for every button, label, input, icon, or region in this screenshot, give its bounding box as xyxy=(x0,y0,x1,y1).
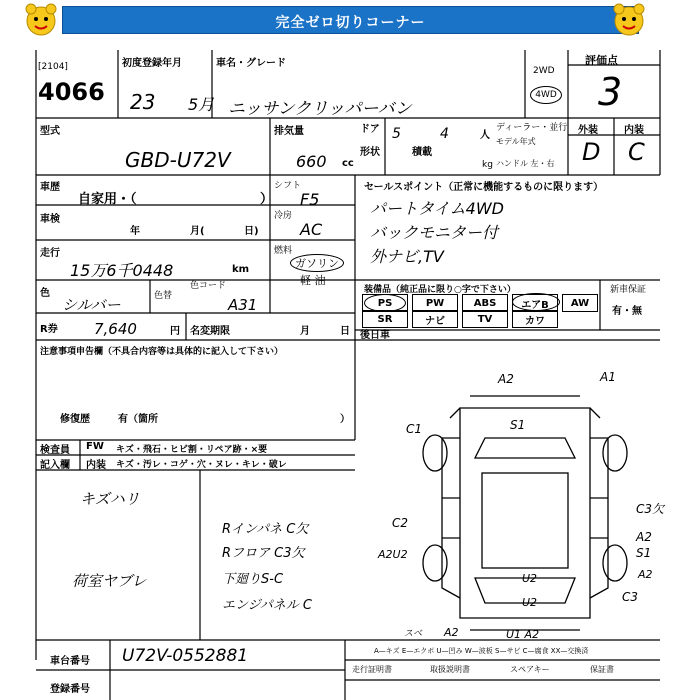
reg-number-label: 登録番号 xyxy=(50,684,90,695)
diagram-note-4: エンジパネル C xyxy=(222,598,312,613)
ac-value: AC xyxy=(300,220,323,239)
damage-label-1: A2 xyxy=(498,372,514,386)
equipment-pw: PW xyxy=(412,294,458,312)
type-label: 型式 xyxy=(40,126,60,137)
color-value: シルバー xyxy=(62,296,121,314)
color-label: 色 xyxy=(40,288,50,299)
mileage-value: 15万6千0448 xyxy=(70,261,174,280)
inspector-note-1: キズハリ xyxy=(80,490,140,508)
entry-label: 記入欄 xyxy=(40,460,70,471)
damage-label-12: C3 xyxy=(622,590,639,604)
grade-exterior-label: 外装 xyxy=(578,125,598,136)
equipment-abs: ABS xyxy=(462,294,508,312)
mileage-unit: km xyxy=(232,264,250,275)
damage-label-11: U2 xyxy=(522,596,538,609)
door-value: 5 xyxy=(392,126,401,142)
mascot-icon xyxy=(22,2,60,38)
sales-point-2: バックモニター付 xyxy=(370,223,499,242)
equipment-aw: AW xyxy=(562,294,598,312)
model-label: 車名・グレード xyxy=(216,58,286,69)
damage-label-7: S1 xyxy=(636,546,652,560)
chassis-label: 車台番号 xyxy=(50,656,90,667)
damage-label-2: A1 xyxy=(600,370,616,384)
equipment-tv: TV xyxy=(462,310,508,328)
diagram-note-1: Rインパネ C欠 xyxy=(222,522,309,537)
dealer-label: ディーラー・並行 xyxy=(496,123,568,133)
handle-label: ハンドル 左・右 xyxy=(496,159,555,168)
inspector-label: 検査員 xyxy=(40,445,70,456)
type-value: GBD-U72V xyxy=(125,148,231,172)
damage-label-13: A2 xyxy=(638,568,653,581)
deadline-month-unit: 月 xyxy=(300,326,310,337)
fuel-label: 燃料 xyxy=(274,246,293,256)
mascot-icon xyxy=(610,2,648,38)
weight-label: 積載 xyxy=(412,147,432,158)
airbag-circle xyxy=(512,293,560,311)
damage-label-9: A2U2 xyxy=(378,548,408,561)
inspection-month-unit: 月( xyxy=(190,226,205,237)
after-registration-label: 後日車 xyxy=(360,330,390,341)
sales-point-3: 外ナビ,TV xyxy=(370,247,444,266)
banner-title: 完全ゼロ切りコーナー xyxy=(275,15,426,31)
lot-code: [2104] xyxy=(38,62,68,72)
recycle-label: R券 xyxy=(40,324,58,335)
shift-label: シフト xyxy=(274,181,302,191)
equipment-label: 装備品（純正品に限り○字で下さい） xyxy=(364,285,516,295)
deadline-day-unit: 日 xyxy=(340,326,350,337)
model-value: ニッサンクリッパーバン xyxy=(228,99,412,119)
header-banner xyxy=(0,0,700,40)
legend: A—キズ E—エクボ U—凹み W—波板 S—サビ C—腐食 XX—交換済 xyxy=(374,647,589,655)
grade-exterior: D xyxy=(582,138,601,166)
repair-history-label: 修復歴 xyxy=(60,414,90,425)
color-code-value: A31 xyxy=(228,296,258,314)
damage-label-6: A2 xyxy=(636,530,652,544)
drive-4wd-circled xyxy=(530,86,562,104)
name-change-label: 名変期限 xyxy=(190,326,230,337)
banner-bar xyxy=(62,6,639,34)
fuel-gasoline: ガソリン xyxy=(290,254,344,272)
grade-label: 評価点 xyxy=(585,54,618,67)
equipment-airbag: エアB xyxy=(512,294,558,312)
sales-point-1: パートタイム4WD xyxy=(370,199,505,218)
equipment-ps: PS xyxy=(362,294,408,312)
footer-item-1: 走行証明書 xyxy=(352,665,392,674)
grade-interior-label: 内装 xyxy=(624,125,644,136)
notes-label: 注意事項申告欄（不具合内容等は具体的に記入して下さい） xyxy=(40,347,284,357)
history-label: 車歴 xyxy=(40,182,60,193)
ac-label: 冷房 xyxy=(274,211,293,221)
shift-value: F5 xyxy=(300,190,320,209)
repair-history-close: ） xyxy=(340,414,350,425)
footer-item-2: 取扱説明書 xyxy=(430,665,470,674)
footer-item-4: 保証書 xyxy=(590,665,614,674)
history-close: ） xyxy=(260,192,274,207)
damage-label-3: C1 xyxy=(406,422,423,436)
damage-label-5: C3欠 xyxy=(636,502,665,516)
history-value: 自家用・（ xyxy=(78,192,137,207)
fw-label: FW xyxy=(86,441,104,452)
recycle-unit: 円 xyxy=(170,326,180,337)
inspection-year-unit: 年 xyxy=(130,226,140,237)
interior-label: 内装 xyxy=(86,460,106,471)
lot-number: 4066 xyxy=(38,78,105,106)
diagram-note-2: Rフロア C3欠 xyxy=(222,546,305,561)
grade-score: 3 xyxy=(598,70,623,114)
auction-sheet xyxy=(0,40,700,700)
repair-history-value: 有（箇所 xyxy=(118,414,158,425)
person-unit: 人 xyxy=(480,130,490,141)
chassis-value: U72V-0552881 xyxy=(122,646,249,666)
equipment-navi: ナビ xyxy=(412,310,458,328)
damage-label-15: A2 xyxy=(444,626,459,639)
new-car-warranty-label: 新車保証 xyxy=(610,285,647,295)
registration-label: 初度登録年月 xyxy=(122,58,182,69)
damage-label-4: S1 xyxy=(510,418,526,432)
equipment-leather: カワ xyxy=(512,310,558,328)
equipment-sr: SR xyxy=(362,310,408,328)
displacement-value: 660 xyxy=(296,152,327,171)
interior-items: キズ・汚レ・コゲ・穴・ヌレ・キレ・破レ xyxy=(116,460,287,470)
kg-unit: kg xyxy=(482,160,493,170)
inspection-label: 車検 xyxy=(40,214,60,225)
diagram-note-3: 下廻りS-C xyxy=(222,572,284,587)
footer-item-3: スペアキー xyxy=(510,665,550,674)
ps-circle xyxy=(364,294,406,312)
registration-month: 5月 xyxy=(188,95,215,114)
new-car-warranty-value: 有・無 xyxy=(612,306,642,317)
recycle-value: 7,640 xyxy=(94,320,137,338)
drive-2wd: 2WD xyxy=(533,66,555,76)
shape-label: 形状 xyxy=(360,147,380,158)
fw-items: キズ・飛石・ヒビ割・リペア跡・×要 xyxy=(116,445,268,455)
fuel-diesel: 軽 油 xyxy=(300,274,326,287)
seats-value: 4 xyxy=(440,126,449,142)
damage-label-16: U1 A2 xyxy=(506,628,540,641)
color-code-label: 色コード xyxy=(190,281,227,291)
damage-label-14: スベ xyxy=(404,629,423,639)
damage-label-8: C2 xyxy=(392,516,409,530)
inspection-day-unit: 日) xyxy=(244,226,259,237)
drive-4wd-label: 4WD xyxy=(535,90,557,100)
grade-interior: C xyxy=(628,138,645,166)
cc-unit: cc xyxy=(342,158,354,169)
displacement-label: 排気量 xyxy=(274,126,304,137)
damage-label-10: U2 xyxy=(522,572,538,585)
model-year-label: モデル年式 xyxy=(496,137,536,146)
door-label: ドア xyxy=(360,124,380,135)
mileage-label: 走行 xyxy=(40,248,60,259)
sales-points-label: セールスポイント（正常に機能するものに限ります） xyxy=(364,182,604,193)
registration-year: 23 xyxy=(130,90,156,114)
inspector-note-2: 荷室ヤブレ xyxy=(72,572,147,590)
color-change-label: 色替 xyxy=(154,291,173,301)
